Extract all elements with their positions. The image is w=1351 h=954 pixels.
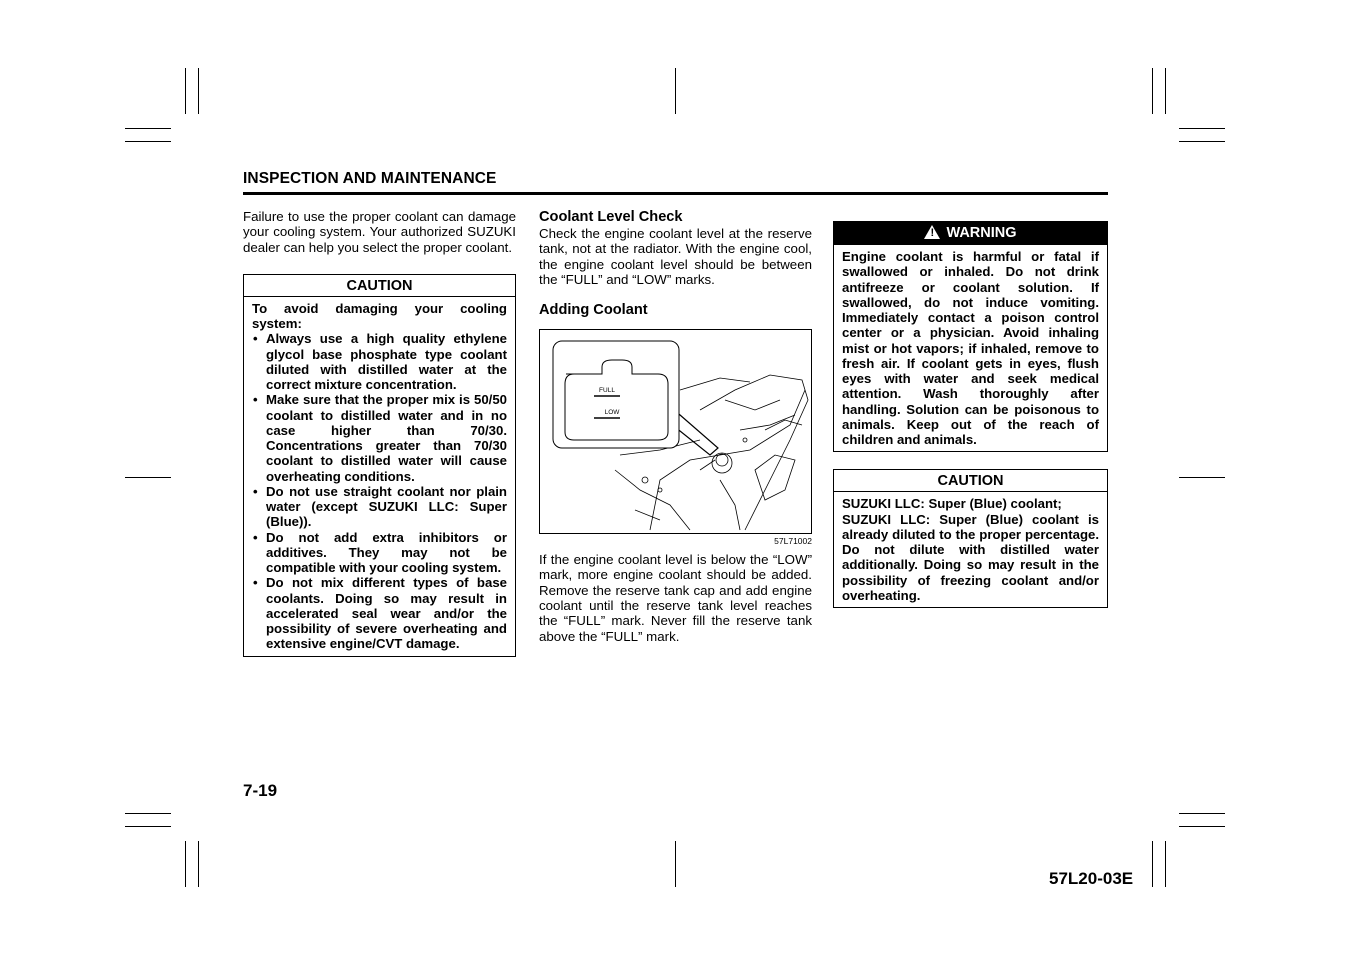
caution-list (252, 331, 507, 651)
list-item: • Make sure that the proper mix is 50/50 coolant to distilled water and in no case higher than 70/30. Concentrations greater than 70/30 coolant to distilled water will cause overheating conditions. (252, 392, 507, 484)
intro-paragraph: Failure to use the proper coolant can damage your cooling system. Your authorized SUZUKI dealer can help you select the proper coolant. (243, 209, 516, 255)
heading-adding-coolant: Adding Coolant (539, 302, 648, 319)
caution-title-right: CAUTION (834, 470, 1107, 492)
caution-box-left (243, 274, 516, 657)
caution-box-right (833, 469, 1108, 608)
column-middle (539, 209, 812, 644)
reserve-tank-illustration (540, 330, 811, 533)
list-item: • Do not add extra inhibitors or additives. They may not be compatible with your cooling system. (252, 530, 507, 576)
caution-body-right (834, 492, 1107, 607)
section-rule (243, 192, 1108, 195)
caution-line1: SUZUKI LLC: Super (Blue) coolant; (842, 496, 1062, 512)
caution-lead: To avoid damaging your cooling system: (252, 300, 507, 332)
list-item: • Do not use straight coolant nor plain water (except SUZUKI LLC: Super (Blue)). (252, 484, 507, 530)
figure-code: 57L71002 (774, 536, 812, 547)
section-title: INSPECTION AND MAINTENANCE (243, 170, 497, 187)
reserve-tank-figure (539, 329, 812, 534)
document-code: 57L20-03E (1049, 869, 1134, 888)
low-mark-label: LOW (604, 409, 620, 417)
column-right (833, 221, 1108, 608)
page-number: 7-19 (243, 781, 278, 800)
heading-coolant-level-check: Coolant Level Check (539, 209, 683, 225)
list-item: • Always use a high quality ethylene glycol base phosphate type coolant diluted with distilled water at the correct mixture concentration. (252, 331, 507, 392)
list-item: • Do not mix different types of base coolants. Doing so may result in accelerated seal wear and/or the possibility of severe overheating and extensive engine/CVT damage. (252, 575, 507, 651)
adding-coolant-paragraph: If the engine coolant level is below the “LOW” mark, more engine coolant should be added. Remove the reserve tank cap and add engine coolant until the reserve tank level reaches the “FULL” mark. Never fill the reserve tank above the “FULL” mark. (539, 552, 812, 644)
column-left (243, 209, 516, 657)
caution-body (244, 297, 515, 656)
full-mark-label: FULL (599, 387, 615, 395)
warning-body: Engine coolant is harmful or fatal if swallowed or inhaled. Do not drink antifreeze or coolant solution. If swallowed, do not induce vomiting. Immediately contact a poison control center or a physician. Avoid inhaling mist or hot vapors; if inhaled, remove to fresh air. If coolant gets in eyes, flush eyes with water and seek medical attention. Wash thoroughly after handling. Solution can be poisonous to animals. Keep out of the reach of children and animals. (842, 249, 1099, 447)
warning-triangle-icon: ! (924, 225, 940, 239)
warning-title: WARNING (946, 225, 1017, 241)
caution-title: CAUTION (244, 275, 515, 297)
coolant-check-paragraph: Check the engine coolant level at the reserve tank, not at the radiator. With the engine cool, the engine coolant level should be between the “FULL” and “LOW” marks. (539, 226, 812, 287)
caution-text: SUZUKI LLC: Super (Blue) coolant is already diluted to the proper percentage. Do not dilute with distilled water additionally. Doing so may result in the possibility of freezing coolant and/or overheating. (842, 511, 1099, 603)
warning-box (833, 221, 1108, 452)
warning-header (834, 222, 1107, 245)
